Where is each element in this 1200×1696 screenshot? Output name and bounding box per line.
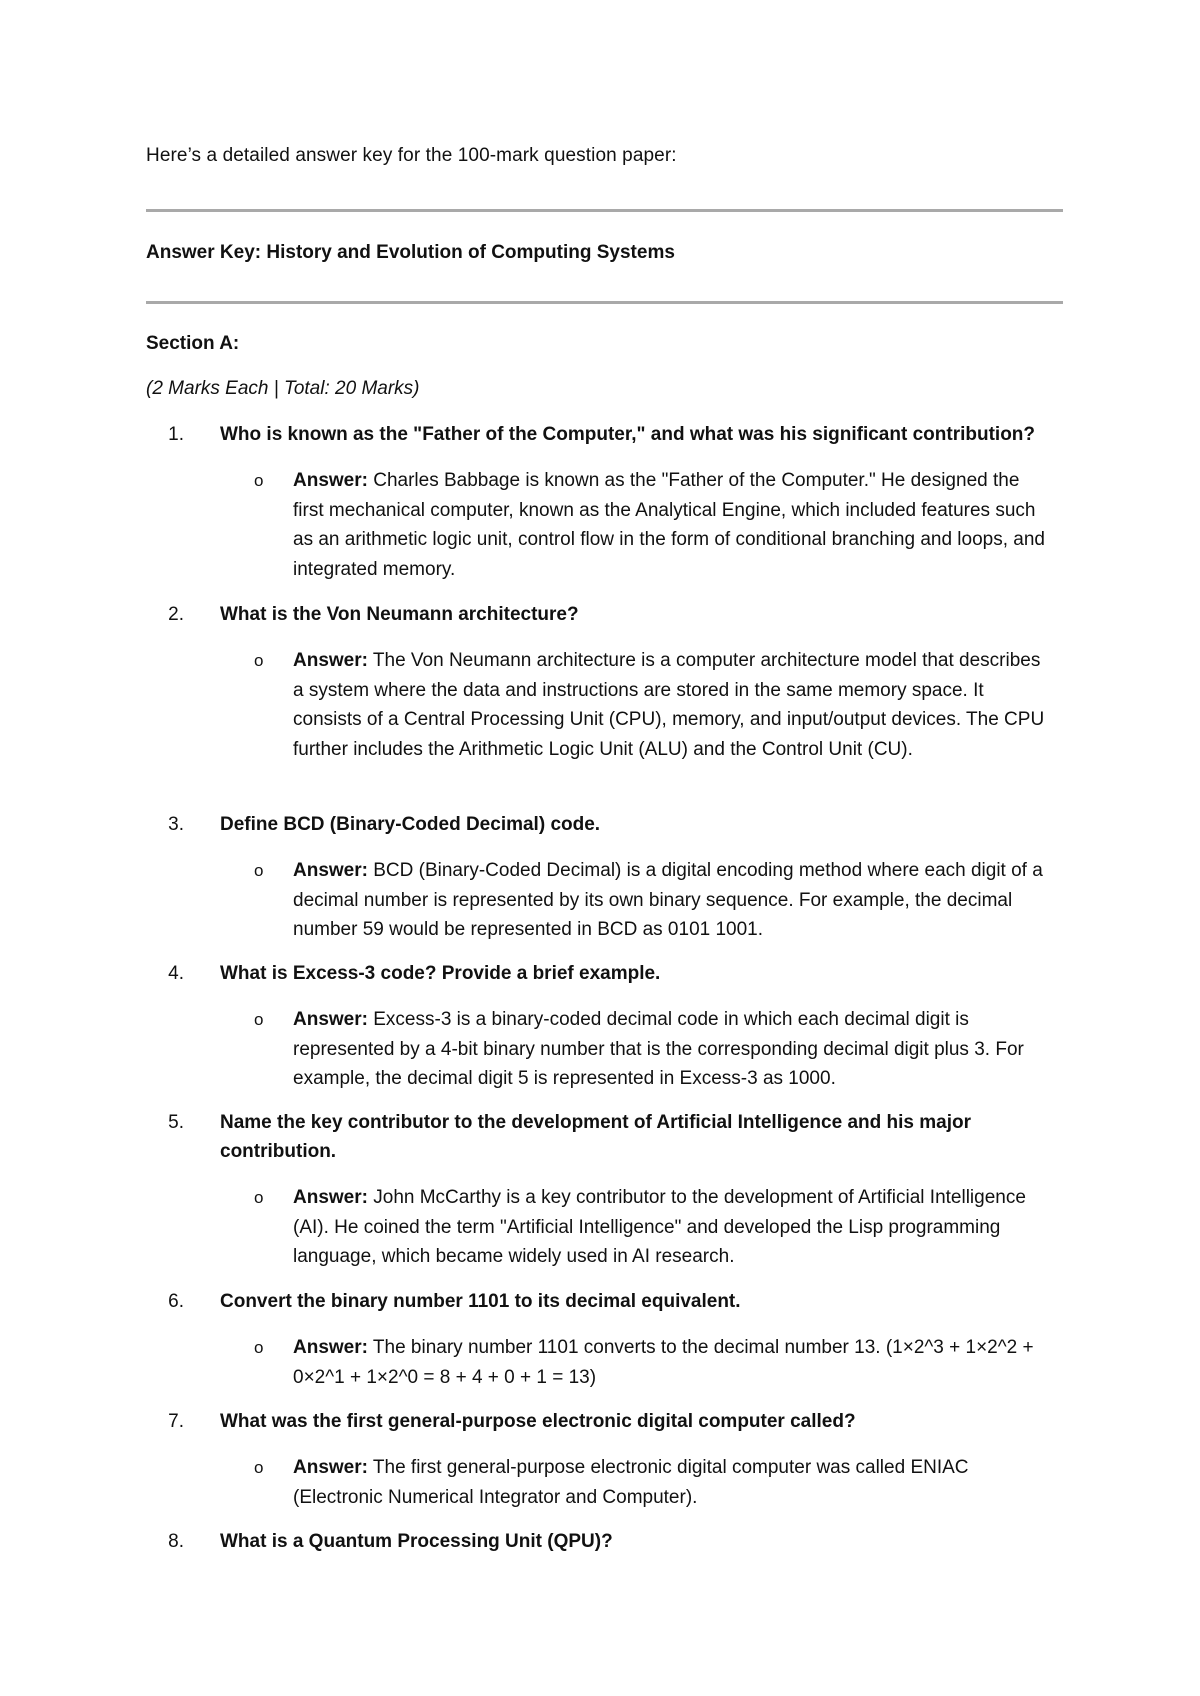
answer-label: Answer: [293,470,368,491]
horizontal-rule [146,209,1063,212]
bullet-icon: o [254,1010,264,1029]
bullet-icon: o [254,471,264,490]
question-number: 4. [168,963,184,984]
question-item [146,600,1066,629]
question-number: 8. [168,1531,184,1552]
answer-text: Excess-3 is a binary-coded decimal code in which each decimal digit is represented by a 4-bit binary number that is the corresponding decimal digit plus 3. For example, the decimal digit 5 is represented in Excess-3 as 1000. [293,1009,1024,1089]
question-number: 3. [168,814,184,835]
bullet-icon: o [254,651,264,670]
question-text: What is the Von Neumann architecture? [220,604,579,625]
answer-label: Answer: [293,1009,368,1030]
question-item [146,1108,1066,1166]
answer-text: John McCarthy is a key contributor to the development of Artificial Intelligence (AI). He coined the term "Artificial Intelligence" and developed the Lisp programming language, which became widely used in AI research. [293,1187,1026,1267]
answer-label: Answer: [293,650,368,671]
answer-item [146,1183,1066,1272]
bullet-icon: o [254,1188,264,1207]
marks-note: (2 Marks Each | Total: 20 Marks) [146,378,420,399]
answer-text: The Von Neumann architecture is a computer architecture model that describes a system where the data and instructions are stored in the same memory space. It consists of a Central Processing Unit (CPU), memory, and input/output devices. The CPU further includes the Arithmetic Logic Unit (ALU) and the Control Unit (CU). [293,650,1045,760]
question-item [146,959,1066,988]
section-heading: Section A: [146,333,240,354]
answer-label: Answer: [293,860,368,881]
answer-item [146,1005,1066,1094]
bullet-icon: o [254,1338,264,1357]
answer-label: Answer: [293,1457,368,1478]
document-title: Answer Key: History and Evolution of Computing Systems [146,242,675,263]
question-text: Convert the binary number 1101 to its decimal equivalent. [220,1291,741,1312]
answer-text: The first general-purpose electronic digital computer was called ENIAC (Electronic Numerical Integrator and Computer). [293,1457,969,1508]
answer-item [146,466,1066,584]
bullet-icon: o [254,861,264,880]
question-text: What was the first general-purpose electronic digital computer called? [220,1411,856,1432]
question-text: Who is known as the "Father of the Computer," and what was his significant contribution? [220,424,1036,445]
question-text: Name the key contributor to the development of Artificial Intelligence and his major contribution. [220,1112,971,1162]
question-item [146,1527,1066,1556]
question-text: Define BCD (Binary-Coded Decimal) code. [220,814,601,835]
question-number: 6. [168,1291,184,1312]
question-item [146,1287,1066,1316]
answer-label: Answer: [293,1337,368,1358]
question-number: 7. [168,1411,184,1432]
answer-text: Charles Babbage is known as the "Father of the Computer." He designed the first mechanical computer, known as the Analytical Engine, which included features such as an arithmetic logic unit, control flow in the form of conditional branching and loops, and integrated memory. [293,470,1045,580]
horizontal-rule [146,301,1063,304]
answer-item [146,1453,1066,1512]
question-number: 2. [168,604,184,625]
answer-text: BCD (Binary-Coded Decimal) is a digital encoding method where each digit of a decimal number is represented by its own binary sequence. For example, the decimal number 59 would be represented in BCD as 0101 1001. [293,860,1043,940]
question-text: What is a Quantum Processing Unit (QPU)? [220,1531,613,1552]
intro-text: Here’s a detailed answer key for the 100-mark question paper: [146,145,677,166]
question-item [146,810,1066,839]
question-text: What is Excess-3 code? Provide a brief example. [220,963,661,984]
bullet-icon: o [254,1458,264,1477]
answer-item [146,1333,1066,1392]
answer-item [146,856,1066,945]
answer-label: Answer: [293,1187,368,1208]
question-item [146,1407,1066,1436]
answer-text: The binary number 1101 converts to the decimal number 13. (1×2^3 + 1×2^2 + 0×2^1 + 1×2^0 = 8 + 4 + 0 + 1 = 13) [293,1337,1034,1388]
answer-item [146,646,1066,764]
question-number: 1. [168,424,184,445]
question-number: 5. [168,1112,184,1133]
question-item [146,420,1066,449]
